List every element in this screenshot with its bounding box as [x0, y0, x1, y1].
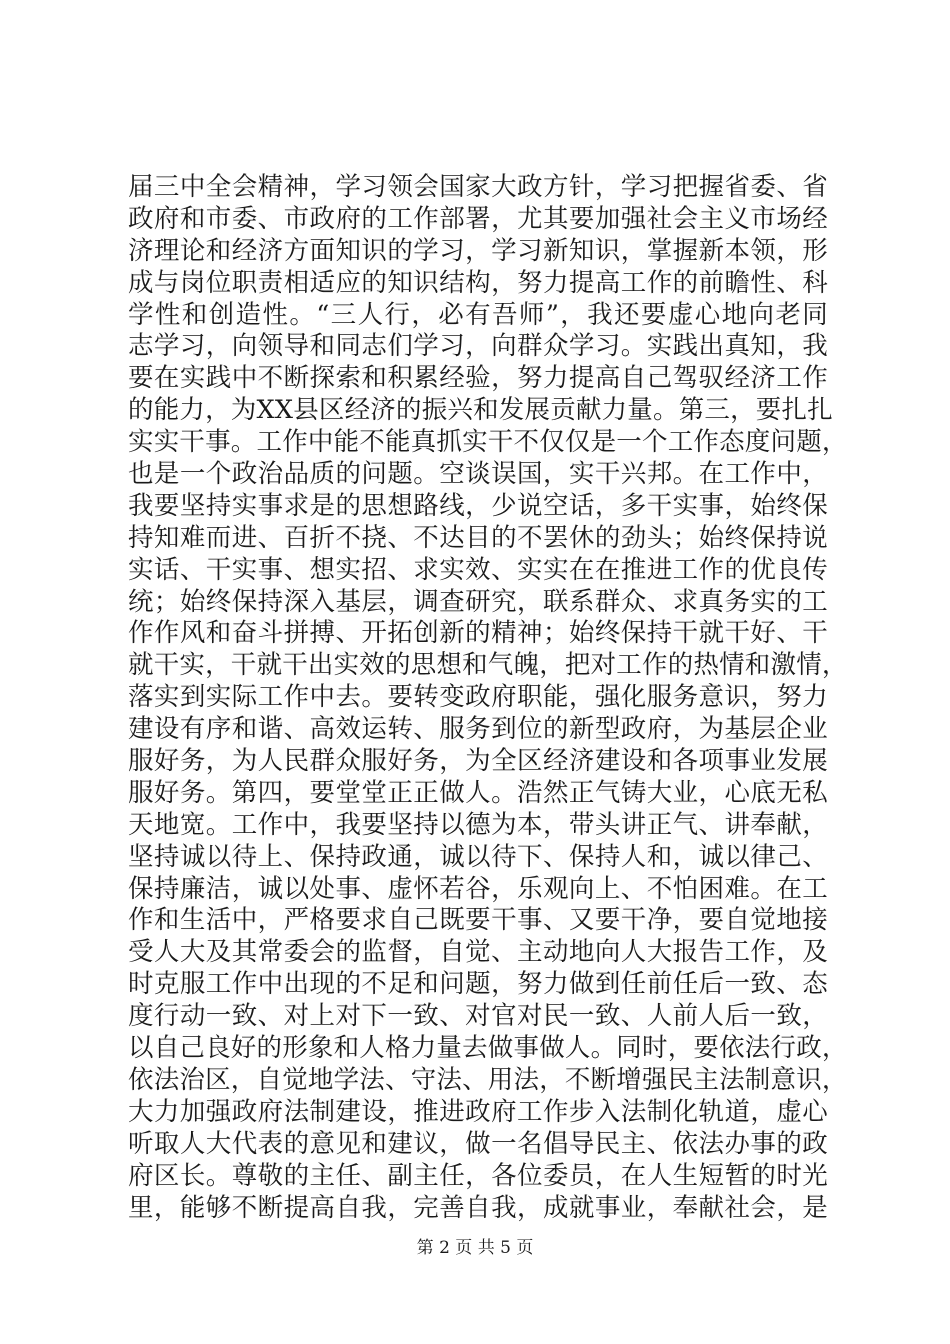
- text-line-27: 度行动一致、对上对下一致、对官对民一致、人前人后一致，: [128, 1001, 828, 1032]
- text-line-3: 济理论和经济方面知识的学习，学习新知识，掌握新本领，形: [128, 235, 828, 266]
- text-line-5: 学性和创造性。“三人行，必有吾师”，我还要虚心地向老同: [128, 299, 828, 330]
- text-line-31: 听取人大代表的意见和建议，做一名倡导民主、依法办事的政: [128, 1128, 828, 1159]
- text-line-7: 要在实践中不断探索和积累经验，努力提高自己驾驭经济工作: [128, 363, 828, 394]
- text-line-11: 我要坚持实事求是的思想路线，少说空话，多干实事，始终保: [128, 490, 828, 521]
- text-line-30: 大力加强政府法制建设，推进政府工作步入法制化轨道，虚心: [128, 1096, 828, 1127]
- text-line-1: 届三中全会精神，学习领会国家大政方针，学习把握省委、省: [128, 172, 828, 202]
- text-line-23: 保持廉洁，诚以处事、虚怀若谷，乐观向上、不怕困难。在工: [128, 873, 828, 904]
- text-line-12: 持知难而进、百折不挠、不达目的不罢休的劲头；始终保持说: [128, 522, 828, 553]
- page-number-footer: 第 2 页 共 5 页: [416, 1238, 534, 1258]
- text-line-13: 实话、干实事、想实招、求实效、实实在在推进工作的优良传: [128, 554, 828, 585]
- text-line-22: 坚持诚以待上、保持政通，诚以待下、保持人和，诚以律己、: [128, 841, 828, 872]
- text-line-28: 以自己良好的形象和人格力量去做事做人。同时，要依法行政，: [128, 1033, 848, 1064]
- body-text: [128, 172, 848, 1224]
- text-line-32: 府区长。尊敬的主任、副主任，各位委员，在人生短暂的时光: [128, 1160, 828, 1191]
- text-line-8: 的能力，为XX县区经济的振兴和发展贡献力量。第三，要扎扎: [128, 395, 833, 426]
- text-line-2: 政府和市委、市政府的工作部署，尤其要加强社会主义市场经: [128, 203, 828, 234]
- text-line-10: 也是一个政治品质的问题。空谈误国，实干兴邦。在工作中，: [128, 459, 828, 490]
- text-line-33: 里，能够不断提高自我，完善自我，成就事业，奉献社会，是: [128, 1192, 828, 1223]
- text-line-20: 服好务。第四，要堂堂正正做人。浩然正气铸大业，心底无私: [128, 777, 828, 808]
- text-line-17: 落实到实际工作中去。要转变政府职能，强化服务意识，努力: [128, 682, 828, 713]
- text-line-9: 实实干事。工作中能不能真抓实干不仅仅是一个工作态度问题，: [128, 427, 848, 458]
- text-line-15: 作作风和奋斗拼搏、开拓创新的精神；始终保持干就干好、干: [128, 618, 828, 649]
- text-line-21: 天地宽。工作中，我要坚持以德为本，带头讲正气、讲奉献，: [128, 809, 828, 840]
- text-line-29: 依法治区，自觉地学法、守法、用法，不断增强民主法制意识，: [128, 1064, 848, 1095]
- text-line-14: 统；始终保持深入基层，调查研究，联系群众、求真务实的工: [128, 586, 828, 617]
- text-line-25: 受人大及其常委会的监督，自觉、主动地向人大报告工作，及: [128, 937, 828, 968]
- text-line-6: 志学习，向领导和同志们学习，向群众学习。实践出真知，我: [128, 331, 828, 362]
- text-line-26: 时克服工作中出现的不足和问题，努力做到任前任后一致、态: [128, 969, 828, 1000]
- text-line-4: 成与岗位职责相适应的知识结构，努力提高工作的前瞻性、科: [128, 267, 828, 298]
- text-line-19: 服好务，为人民群众服好务，为全区经济建设和各项事业发展: [128, 746, 828, 777]
- text-line-16: 就干实，干就干出实效的思想和气魄，把对工作的热情和激情，: [128, 650, 848, 681]
- text-line-18: 建设有序和谐、高效运转、服务到位的新型政府，为基层企业: [128, 714, 828, 745]
- text-line-24: 作和生活中，严格要求自己既要干事、又要干净，要自觉地接: [128, 905, 828, 936]
